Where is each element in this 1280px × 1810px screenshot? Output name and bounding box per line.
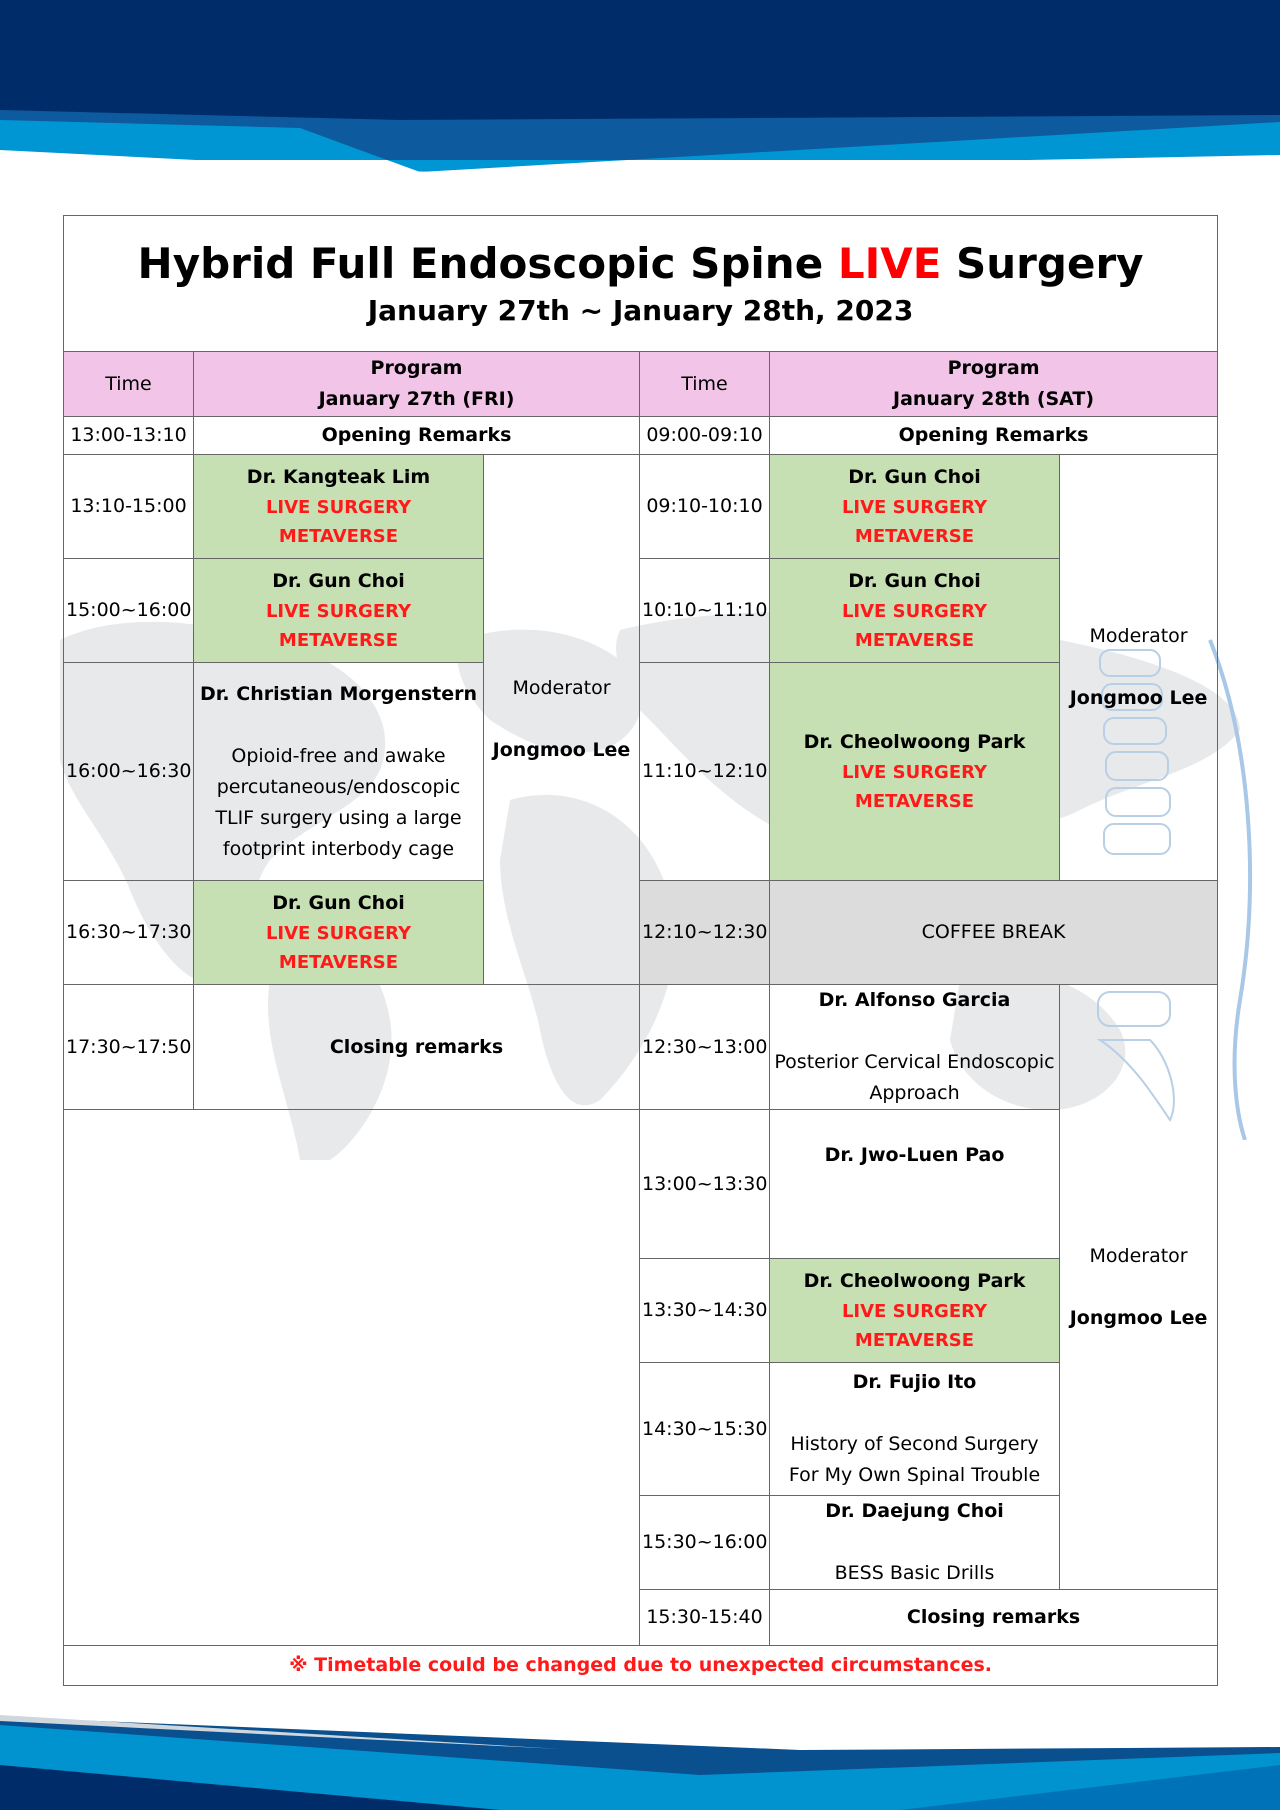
- time-cell: 16:30~17:30: [64, 881, 194, 985]
- moderator-cell-day2-am: Moderator Jongmoo Lee: [1060, 455, 1218, 881]
- session-cell: Dr. Cheolwoong Park LIVE SURGERY METAVERSE: [770, 1259, 1060, 1363]
- empty-day1-area: [64, 1110, 640, 1646]
- session-cell: Dr. Gun Choi LIVE SURGERY METAVERSE: [770, 455, 1060, 559]
- time-cell: 13:30~14:30: [640, 1259, 770, 1363]
- session-cell: Dr. Kangteak Lim LIVE SURGERY METAVERSE: [194, 455, 484, 559]
- lecture-cell: Dr. Jwo-Luen Pao: [770, 1110, 1060, 1259]
- header-program-day1: Program January 27th (FRI): [194, 352, 640, 417]
- time-cell: 17:30~17:50: [64, 985, 194, 1110]
- time-cell: 16:00~16:30: [64, 663, 194, 881]
- schedule-table: [63, 215, 1218, 1686]
- time-cell: 09:10-10:10: [640, 455, 770, 559]
- session-cell: Dr. Gun Choi LIVE SURGERY METAVERSE: [770, 559, 1060, 663]
- time-cell: 12:30~13:00: [640, 985, 770, 1110]
- header-time-day2: Time: [640, 352, 770, 417]
- time-cell: 15:00~16:00: [64, 559, 194, 663]
- time-cell: 12:10~12:30: [640, 881, 770, 985]
- lecture-cell: Dr. Alfonso Garcia Posterior Cervical Endoscopic Approach: [770, 985, 1060, 1110]
- title-live-highlight: LIVE: [837, 238, 942, 288]
- time-cell: 14:30~15:30: [640, 1363, 770, 1496]
- header-banner: [0, 0, 1280, 175]
- opening-remarks-day1: Opening Remarks: [194, 417, 640, 455]
- title-cell: [64, 216, 1218, 352]
- time-cell: 09:00-09:10: [640, 417, 770, 455]
- time-cell: 11:10~12:10: [640, 663, 770, 881]
- time-cell: 15:30~16:00: [640, 1496, 770, 1590]
- page-title: Hybrid Full Endoscopic Spine LIVE Surgery: [137, 238, 1144, 288]
- time-cell: 15:30-15:40: [640, 1590, 770, 1646]
- moderator-cell-day1: Moderator Jongmoo Lee: [484, 455, 640, 985]
- session-cell: Dr. Gun Choi LIVE SURGERY METAVERSE: [194, 881, 484, 985]
- time-cell: 13:10-15:00: [64, 455, 194, 559]
- lecture-cell: Dr. Fujio Ito History of Second Surgery For My Own Spinal Trouble: [770, 1363, 1060, 1496]
- time-cell: 13:00~13:30: [640, 1110, 770, 1259]
- lecture-cell: Dr. Christian Morgenstern Opioid-free and awake percutaneous/endoscopic TLIF surgery using a large footprint interbody cage: [194, 663, 484, 881]
- timetable-notice: ※ Timetable could be changed due to unexpected circumstances.: [64, 1646, 1218, 1686]
- coffee-break-cell: COFFEE BREAK: [770, 881, 1218, 985]
- session-cell: Dr. Gun Choi LIVE SURGERY METAVERSE: [194, 559, 484, 663]
- header-time-day1: Time: [64, 352, 194, 417]
- closing-remarks-day2: Closing remarks: [770, 1590, 1218, 1646]
- session-cell: Dr. Cheolwoong Park LIVE SURGERY METAVERSE: [770, 663, 1060, 881]
- footer-banner: [0, 1705, 1280, 1810]
- time-cell: 10:10~11:10: [640, 559, 770, 663]
- lecture-cell: Dr. Daejung Choi BESS Basic Drills: [770, 1496, 1060, 1590]
- header-program-day2: Program January 28th (SAT): [770, 352, 1218, 417]
- event-dates: January 27th ~ January 28th, 2023: [367, 293, 914, 327]
- time-cell: 13:00-13:10: [64, 417, 194, 455]
- opening-remarks-day2: Opening Remarks: [770, 417, 1218, 455]
- closing-remarks-day1: Closing remarks: [194, 985, 640, 1110]
- moderator-cell-day2-pm: Moderator Jongmoo Lee: [1060, 985, 1218, 1590]
